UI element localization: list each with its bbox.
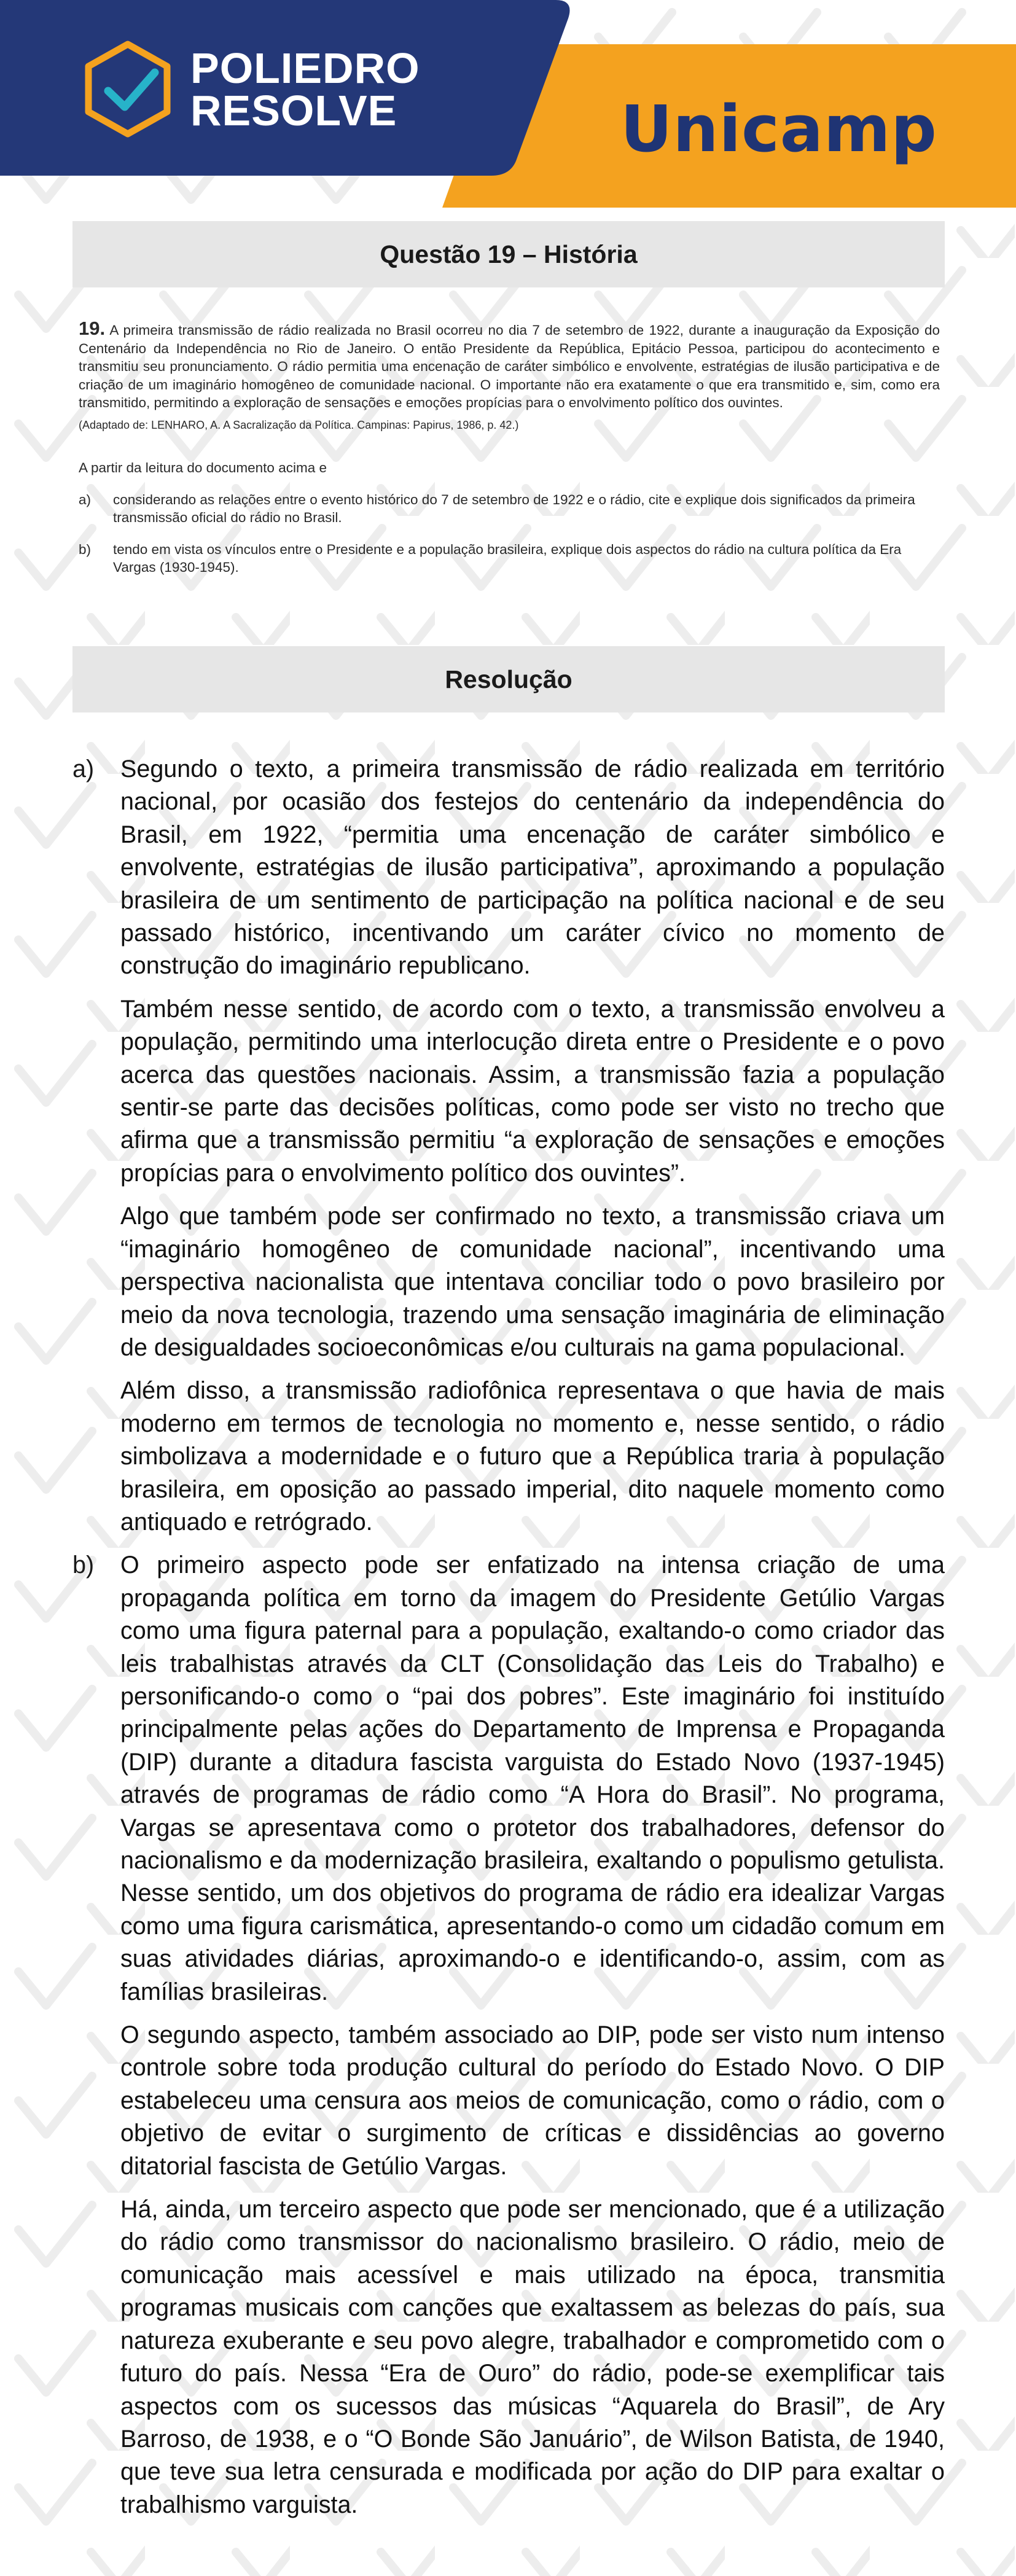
question-title: Questão 19 – História: [72, 221, 945, 287]
answer-a: [72, 753, 945, 1539]
answer-paragraph: O segundo aspecto, também associado ao DIP, pode ser visto num intenso controle sobre toda produção cultural do período do Estado Novo. O DIP estabeleceu uma censura aos meios de comunicação, como o rádio, com o objetivo de evitar o surgimento de críticas e dissidências ao governo ditatorial fascista de Getúlio Vargas.: [120, 2021, 945, 2180]
question-item-letter: a): [79, 491, 92, 507]
question-statement: [79, 319, 940, 577]
question-number: 19.: [79, 318, 106, 339]
question-text: A primeira transmissão de rádio realizada no Brasil ocorreu no dia 7 de setembro de 1922, durante a inauguração da Exposição do Centenário da Independência no Rio de Janeiro. O então Presidente da República, Epitácio Pessoa, participou do acontecimento e transmitiu seu pronunciamento. O rádio permitia uma encenação de caráter simbólico e envolvente, estratégias de ilusão participativa e de criação de um imaginário homogêneo de comunidade nacional. O importante não era exatamente o que era transmitido e, sim, como era transmitido, permitindo a exploração de sensações e emoções propícias para o envolvimento político dos ouvintes.: [79, 322, 940, 410]
resolution-body: [72, 753, 945, 2532]
resolution-title: Resolução: [72, 646, 945, 712]
answer-letter: b): [72, 1551, 95, 1579]
answer-letter: a): [72, 755, 95, 783]
answer-paragraph: Além disso, a transmissão radiofônica representava o que havia de mais moderno em termos de tecnologia no momento e, nesse sentido, o rádio simbolizava a modernidade e o futuro que a República traria à população brasileira, em oposição ao passado imperial, dito naquele momento como antiquado e retrógrado.: [120, 1377, 945, 1536]
answer-paragraph: O primeiro aspecto pode ser enfatizado na intensa criação de uma propaganda política em torno da imagem do Presidente Getúlio Vargas como uma figura paternal para a população, exaltando-o como criador das leis trabalhistas através da CLT (Consolidação das Leis do Trabalho) e personificando-o como o “pai dos pobres”. Este imaginário foi instituído principalmente pelas ações do Departamento de Imprensa e Propaganda (DIP) durante a ditadura fascista varguista do Estado Novo (1937-1945) através de programas de rádio como “A Hora do Brasil”. No programa, Vargas se apresentava como o protetor dos trabalhadores, defensor do nacionalismo e da modernização brasileira, exaltando o populismo getulista. Nesse sentido, um dos objetivos do programa de rádio era idealizar Vargas como uma figura carismática, apresentando-o como um cidadão comum em suas atividades diárias, aproximando-o e identificando-o, assim, com as famílias brasileiras.: [120, 1551, 945, 2005]
page-header: [0, 0, 1016, 209]
question-item-text: considerando as relações entre o evento histórico do 7 de setembro de 1922 e o rádio, cite e explique dois significados da primeira transmissão oficial do rádio no Brasil.: [113, 491, 915, 525]
question-intro: A partir da leitura do documento acima e: [79, 459, 327, 475]
question-item-b: [79, 541, 940, 577]
question-item-a: [79, 491, 940, 527]
answer-paragraph: Segundo o texto, a primeira transmissão de rádio realizada em território nacional, por ocasião dos festejos do centenário da independência do Brasil, em 1922, “permitia uma encenação de caráter simbólico e envolvente, estratégias de ilusão participativa”, aproximando a população brasileira de um sentimento de participação na política nacional e de seu passado histórico, incentivando um caráter cívico no momento de construção do imaginário republicano.: [120, 755, 945, 980]
question-body: [79, 319, 940, 412]
answer-paragraph: Também nesse sentido, de acordo com o texto, a transmissão envolveu a população, permitindo uma interlocução direta entre o Presidente e o povo acerca das questões nacionais. Assim, a transmissão fazia a população sentir-se parte das decisões políticas, como pode ser visto no trecho que afirma que a transmissão permitiu “a exploração de sensações e emoções propícias para o envolvimento político dos ouvintes”.: [120, 995, 945, 1187]
brand-name-line1: POLIEDRO: [190, 44, 420, 92]
answer-paragraph: Algo que também pode ser confirmado no texto, a transmissão criava um “imaginário homogêneo de comunidade nacional”, incentivando uma perspectiva nacionalista que intentava conciliar todo o povo brasileiro por meio da nova tecnologia, trazendo uma sensação imaginária de eliminação de desigualdades socioeconômicas e/ou culturais na gama populacional.: [120, 1203, 945, 1361]
answer-b: [72, 1549, 945, 2521]
question-item-text: tendo em vista os vínculos entre o Presidente e a população brasileira, explique dois aspectos do rádio na cultura política da Era Vargas (1930-1945).: [113, 541, 902, 575]
university-name: Unicamp: [620, 92, 937, 166]
answer-paragraph: Há, ainda, um terceiro aspecto que pode ser mencionado, que é a utilização do rádio como transmissor do nacionalismo brasileiro. O rádio, meio de comunicação mais acessível e mais utilizado na época, transmitia programas musicais com canções que exaltassem as belezas do país, sua natureza exuberante e seu povo alegre, trabalhador e comprometido com o futuro do país. Nessa “Era de Ouro” do rádio, pode-se exemplificar tais aspectos com os sucessos das músicas “Aquarela do Brasil”, de Ary Barroso, de 1938, e o “O Bonde São Januário”, de Wilson Batista, de 1940, que teve sua letra censurada e modificada por ação do DIP para exaltar o trabalhismo varguista.: [120, 2196, 945, 2518]
question-item-letter: b): [79, 541, 92, 557]
brand-name-line2: RESOLVE: [190, 87, 397, 135]
question-source: (Adaptado de: LENHARO, A. A Sacralização da Política. Campinas: Papirus, 1986, p. 42.): [79, 418, 519, 431]
